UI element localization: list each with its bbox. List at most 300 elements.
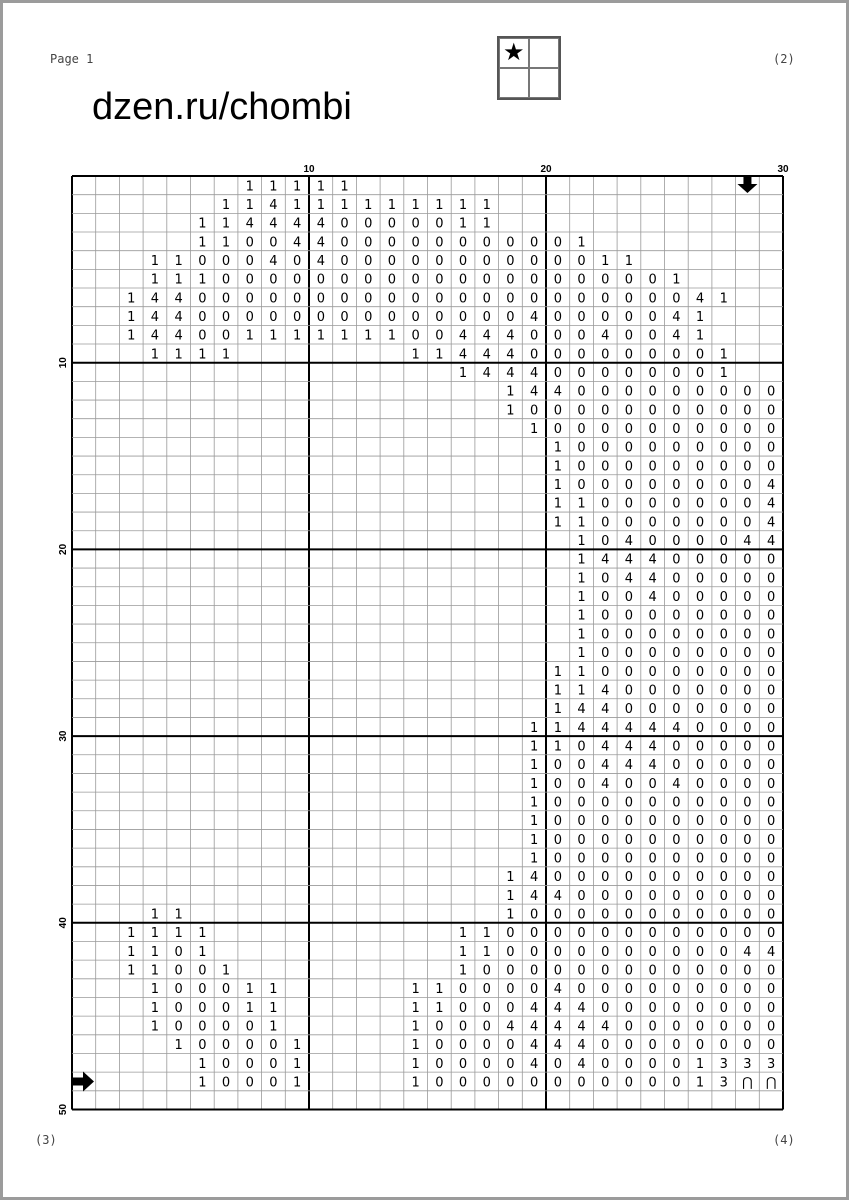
stitch-symbol: 0 xyxy=(767,646,776,662)
stitch-symbol: 0 xyxy=(695,1019,705,1035)
stitch-symbol: 1 xyxy=(127,944,136,960)
stitch-symbol: 0 xyxy=(553,926,562,942)
stitch-symbol: 0 xyxy=(577,478,586,494)
stitch-symbol: 0 xyxy=(624,776,634,792)
stitch-symbol: 0 xyxy=(695,1038,705,1054)
stitch-symbol: 0 xyxy=(648,422,657,438)
stitch-symbol: 0 xyxy=(553,944,562,960)
stitch-symbol: 0 xyxy=(577,328,586,344)
stitch-symbol: 0 xyxy=(695,1000,705,1016)
stitch-symbol: 1 xyxy=(435,198,444,214)
stitch-symbol: 0 xyxy=(648,683,657,699)
stitch-symbol: 0 xyxy=(624,590,634,606)
stitch-symbol: 0 xyxy=(719,832,728,848)
stitch-symbol: 0 xyxy=(719,926,728,942)
stitch-symbol: 1 xyxy=(577,571,586,587)
stitch-symbol: 0 xyxy=(458,1075,468,1091)
stitch-symbol: 1 xyxy=(577,515,586,531)
stitch-symbol: 0 xyxy=(530,1075,539,1091)
stitch-symbol: 1 xyxy=(269,179,278,195)
stitch-symbol: 0 xyxy=(767,851,776,867)
stitch-symbol: 0 xyxy=(767,440,776,456)
stitch-symbol: 1 xyxy=(577,646,586,662)
stitch-symbol: 4 xyxy=(269,254,278,270)
stitch-symbol: 4 xyxy=(767,534,776,550)
stitch-symbol: 0 xyxy=(601,814,610,830)
stitch-symbol: 1 xyxy=(245,982,254,998)
stitch-symbol: 0 xyxy=(577,384,586,400)
stitch-symbol: 0 xyxy=(530,907,539,923)
stitch-symbol: 0 xyxy=(601,590,610,606)
stitch-symbol: 0 xyxy=(624,627,634,643)
stitch-symbol: 1 xyxy=(601,254,610,270)
stitch-symbol: 0 xyxy=(648,888,657,904)
stitch-symbol: 0 xyxy=(624,907,634,923)
stitch-symbol: 0 xyxy=(767,963,776,979)
stitch-symbol: 0 xyxy=(530,403,539,419)
stitch-symbol: 0 xyxy=(601,1056,610,1072)
stitch-symbol: 0 xyxy=(648,1075,657,1091)
stitch-symbol: 0 xyxy=(530,291,539,307)
stitch-symbol: 0 xyxy=(411,272,420,288)
stitch-symbol: 4 xyxy=(245,216,254,232)
stitch-symbol: 4 xyxy=(624,758,634,774)
stitch-symbol: 0 xyxy=(767,571,776,587)
stitch-symbol: 1 xyxy=(198,926,207,942)
stitch-symbol: 0 xyxy=(577,926,586,942)
stitch-symbol: 0 xyxy=(648,1038,657,1054)
stitch-symbol: 0 xyxy=(601,1038,610,1054)
stitch-symbol: 1 xyxy=(719,347,728,363)
stitch-symbol: 0 xyxy=(695,776,705,792)
stitch-symbol: 0 xyxy=(719,963,728,979)
stitch-symbol: 0 xyxy=(601,944,610,960)
stitch-symbol: 1 xyxy=(577,683,586,699)
stitch-symbol: 0 xyxy=(506,272,515,288)
stitch-symbol: 0 xyxy=(672,459,681,475)
stitch-symbol: 0 xyxy=(743,459,752,475)
stitch-symbol: 0 xyxy=(648,1019,657,1035)
stitch-symbol: 1 xyxy=(150,926,160,942)
stitch-symbol: 0 xyxy=(245,254,254,270)
stitch-symbol: 0 xyxy=(672,1056,681,1072)
stitch-symbol: 1 xyxy=(577,552,586,568)
stitch-symbol: 0 xyxy=(695,571,705,587)
stitch-symbol: 0 xyxy=(767,720,776,736)
stitch-symbol: 4 xyxy=(624,739,634,755)
stitch-symbol: 0 xyxy=(269,272,278,288)
stitch-symbol: 0 xyxy=(577,272,586,288)
stitch-symbol: 4 xyxy=(624,534,634,550)
stitch-symbol: 0 xyxy=(743,776,752,792)
stitch-symbol: 0 xyxy=(530,963,539,979)
stitch-symbol: 4 xyxy=(672,720,681,736)
stitch-symbol: 0 xyxy=(601,982,610,998)
stitch-symbol: 0 xyxy=(743,1019,752,1035)
stitch-symbol: 0 xyxy=(624,944,634,960)
stitch-symbol: 0 xyxy=(601,870,610,886)
stitch-symbol: 0 xyxy=(506,1038,515,1054)
stitch-symbol: 0 xyxy=(601,310,610,326)
stitch-symbol: 1 xyxy=(506,907,515,923)
stitch-symbol: 0 xyxy=(648,926,657,942)
stitch-symbol: 0 xyxy=(316,310,325,326)
stitch-symbol: 0 xyxy=(719,515,728,531)
stitch-symbol: 0 xyxy=(553,795,562,811)
site-title: dzen.ru/chombi xyxy=(92,86,352,128)
stitch-symbol: 1 xyxy=(530,720,539,736)
stitch-symbol: 0 xyxy=(221,1056,231,1072)
stitch-symbol: 4 xyxy=(530,1056,539,1072)
stitch-symbol: 0 xyxy=(411,216,420,232)
stitch-symbol: 1 xyxy=(672,272,681,288)
stitch-symbol: 0 xyxy=(458,1038,468,1054)
stitch-symbol: 0 xyxy=(553,235,562,251)
stitch-symbol: 0 xyxy=(767,888,776,904)
stitch-symbol: 0 xyxy=(601,664,610,680)
stitch-symbol: 1 xyxy=(553,515,562,531)
stitch-symbol: 1 xyxy=(174,907,183,923)
stitch-symbol: 0 xyxy=(601,347,610,363)
stitch-symbol: 1 xyxy=(269,1019,278,1035)
stitch-symbol: 0 xyxy=(553,870,562,886)
stitch-symbol: 0 xyxy=(577,758,586,774)
stitch-symbol: 1 xyxy=(577,534,586,550)
stitch-symbol: 0 xyxy=(221,1019,231,1035)
stitch-symbol: 1 xyxy=(174,926,183,942)
stitch-symbol: 0 xyxy=(648,907,657,923)
stitch-symbol: 0 xyxy=(624,1056,634,1072)
stitch-symbol: 4 xyxy=(174,310,183,326)
stitch-symbol: 4 xyxy=(577,1056,586,1072)
stitch-symbol: 0 xyxy=(767,982,776,998)
stitch-symbol: 0 xyxy=(458,272,468,288)
stitch-symbol: 0 xyxy=(601,646,610,662)
stitch-symbol: 0 xyxy=(601,888,610,904)
stitch-symbol: 4 xyxy=(530,1019,539,1035)
stitch-symbol: 0 xyxy=(743,963,752,979)
stitch-symbol: 4 xyxy=(553,888,562,904)
stitch-symbol: 0 xyxy=(340,254,349,270)
stitch-symbol: 4 xyxy=(577,1000,586,1016)
stitch-symbol: 0 xyxy=(672,422,681,438)
stitch-symbol: 1 xyxy=(411,1056,420,1072)
stitch-symbol: 3 xyxy=(743,1056,752,1072)
stitch-symbol: 1 xyxy=(198,1075,207,1091)
stitch-symbol: 4 xyxy=(506,366,515,382)
stitch-symbol: 1 xyxy=(577,235,586,251)
stitch-symbol: 0 xyxy=(340,235,349,251)
stitch-symbol: 0 xyxy=(719,590,728,606)
stitch-symbol: 0 xyxy=(743,496,752,512)
stitch-symbol: 0 xyxy=(601,478,610,494)
stitch-symbol: 0 xyxy=(221,272,231,288)
stitch-symbol: 0 xyxy=(506,926,515,942)
stitch-symbol: 0 xyxy=(530,347,539,363)
stitch-symbol: 1 xyxy=(435,982,444,998)
stitch-symbol: 0 xyxy=(245,291,254,307)
stitch-symbol: 0 xyxy=(672,1075,681,1091)
stitch-symbol: 1 xyxy=(293,179,302,195)
stitch-symbol: 1 xyxy=(458,216,468,232)
stitch-symbol: 1 xyxy=(150,1019,160,1035)
stitch-symbol: 0 xyxy=(695,552,705,568)
stitch-symbol: 4 xyxy=(743,534,752,550)
stitch-symbol: 0 xyxy=(221,310,231,326)
stitch-symbol: 0 xyxy=(672,440,681,456)
stitch-symbol: 0 xyxy=(672,1038,681,1054)
stitch-symbol: 0 xyxy=(482,1038,491,1054)
stitch-symbol: 0 xyxy=(482,291,491,307)
stitch-symbol: 0 xyxy=(553,758,562,774)
stitch-symbol: 4 xyxy=(601,552,610,568)
stitch-symbol: 0 xyxy=(648,291,657,307)
stitch-symbol: 0 xyxy=(506,310,515,326)
stitch-symbol: 0 xyxy=(340,272,349,288)
stitch-symbol: 0 xyxy=(506,254,515,270)
stitch-symbol: 0 xyxy=(624,926,634,942)
stitch-symbol: 1 xyxy=(553,720,562,736)
stitch-symbol: 0 xyxy=(577,310,586,326)
stitch-symbol: 1 xyxy=(150,963,160,979)
stitch-symbol: 0 xyxy=(340,291,349,307)
row-label: 10 xyxy=(58,357,69,369)
stitch-symbol: 0 xyxy=(269,235,278,251)
stitch-symbol: 4 xyxy=(530,366,539,382)
stitch-symbol: 4 xyxy=(601,739,610,755)
stitch-symbol: 0 xyxy=(174,963,183,979)
stitch-symbol: 0 xyxy=(743,646,752,662)
stitch-symbol: 0 xyxy=(387,291,397,307)
stitch-symbol: 1 xyxy=(174,1038,183,1054)
stitch-symbol: 0 xyxy=(767,758,776,774)
stitch-symbol: 4 xyxy=(767,944,776,960)
stitch-symbol: 0 xyxy=(719,683,728,699)
stitch-symbol: 0 xyxy=(458,235,468,251)
stitch-symbol: 1 xyxy=(245,198,254,214)
stitch-symbol: 0 xyxy=(482,254,491,270)
stitch-symbol: 1 xyxy=(198,216,207,232)
stitch-symbol: 0 xyxy=(482,310,491,326)
stitch-symbol: 0 xyxy=(269,1056,278,1072)
stitch-symbol: 0 xyxy=(435,1056,444,1072)
stitch-symbol: ⋂ xyxy=(765,1075,777,1091)
stitch-symbol: 1 xyxy=(577,627,586,643)
stitch-symbol: 0 xyxy=(435,235,444,251)
stitch-symbol: 0 xyxy=(601,272,610,288)
stitch-symbol: 0 xyxy=(767,832,776,848)
stitch-symbol: 1 xyxy=(411,982,420,998)
stitch-symbol: 0 xyxy=(387,310,397,326)
stitch-symbol: 0 xyxy=(695,590,705,606)
stitch-symbol: 0 xyxy=(624,702,634,718)
stitch-symbol: 0 xyxy=(553,1075,562,1091)
stitch-symbol: 0 xyxy=(695,702,705,718)
stitch-symbol: 0 xyxy=(269,291,278,307)
stitch-symbol: 0 xyxy=(198,963,207,979)
stitch-symbol: 1 xyxy=(316,328,325,344)
stitch-symbol: 0 xyxy=(695,478,705,494)
stitch-symbol: 0 xyxy=(743,851,752,867)
stitch-symbol: 0 xyxy=(198,1000,207,1016)
stitch-symbol: 0 xyxy=(530,272,539,288)
stitch-symbol: 0 xyxy=(672,1000,681,1016)
stitch-symbol: 4 xyxy=(316,254,325,270)
stitch-symbol: 4 xyxy=(482,366,491,382)
stitch-symbol: 0 xyxy=(648,366,657,382)
stitch-symbol: 1 xyxy=(245,1000,254,1016)
stitch-symbol: 0 xyxy=(695,608,705,624)
stitch-symbol: 0 xyxy=(624,403,634,419)
stitch-symbol: 0 xyxy=(743,384,752,400)
stitch-symbol: 0 xyxy=(648,440,657,456)
stitch-symbol: 4 xyxy=(672,328,681,344)
stitch-symbol: 4 xyxy=(601,720,610,736)
stitch-symbol: 0 xyxy=(695,440,705,456)
stitch-symbol: 1 xyxy=(458,926,468,942)
stitch-symbol: 0 xyxy=(719,776,728,792)
stitch-symbol: 0 xyxy=(530,235,539,251)
stitch-symbol: 0 xyxy=(482,1075,491,1091)
stitch-symbol: 0 xyxy=(506,235,515,251)
stitch-symbol: 0 xyxy=(601,440,610,456)
stitch-symbol: 0 xyxy=(743,739,752,755)
stitch-symbol: 0 xyxy=(577,851,586,867)
stitch-symbol: 4 xyxy=(150,291,160,307)
stitch-symbol: 0 xyxy=(672,944,681,960)
stitch-symbol: 0 xyxy=(601,384,610,400)
stitch-symbol: 1 xyxy=(316,179,325,195)
stitch-symbol: 0 xyxy=(553,328,562,344)
stitch-symbol: 0 xyxy=(695,832,705,848)
stitch-symbol: 0 xyxy=(577,459,586,475)
stitch-symbol: 1 xyxy=(553,478,562,494)
stitch-symbol: 0 xyxy=(648,776,657,792)
stitch-symbol: 0 xyxy=(743,683,752,699)
stitch-symbol: 1 xyxy=(553,739,562,755)
stitch-symbol: 0 xyxy=(695,888,705,904)
stitch-symbol: 0 xyxy=(672,888,681,904)
stitch-symbol: 0 xyxy=(553,347,562,363)
stitch-symbol: 1 xyxy=(198,347,207,363)
stitch-symbol: 0 xyxy=(695,851,705,867)
stitch-symbol: 0 xyxy=(648,310,657,326)
stitch-symbol: 0 xyxy=(601,571,610,587)
stitch-symbol: 0 xyxy=(577,870,586,886)
stitch-symbol: 1 xyxy=(293,1075,302,1091)
stitch-symbol: 0 xyxy=(293,254,302,270)
stitch-symbol: 4 xyxy=(601,702,610,718)
stitch-symbol: 0 xyxy=(648,478,657,494)
stitch-symbol: 0 xyxy=(648,496,657,512)
stitch-symbol: 0 xyxy=(364,310,373,326)
stitch-symbol: 0 xyxy=(695,814,705,830)
stitch-symbol: 1 xyxy=(174,254,183,270)
stitch-symbol: 0 xyxy=(577,366,586,382)
stitch-symbol: 0 xyxy=(221,291,231,307)
stitch-symbol: 0 xyxy=(624,664,634,680)
stitch-symbol: 1 xyxy=(198,235,207,251)
stitch-symbol: 0 xyxy=(719,384,728,400)
stitch-symbol: 0 xyxy=(530,254,539,270)
stitch-symbol: 0 xyxy=(743,571,752,587)
stitch-symbol: 0 xyxy=(767,814,776,830)
stitch-symbol: 1 xyxy=(553,440,562,456)
stitch-symbol: 1 xyxy=(553,683,562,699)
stitch-symbol: 0 xyxy=(553,272,562,288)
stitch-symbol: 0 xyxy=(695,422,705,438)
stitch-symbol: 1 xyxy=(293,1056,302,1072)
stitch-symbol: 0 xyxy=(553,851,562,867)
stitch-symbol: 0 xyxy=(245,235,254,251)
stitch-symbol: 4 xyxy=(506,347,515,363)
stitch-symbol: 0 xyxy=(648,272,657,288)
stitch-symbol: 1 xyxy=(198,272,207,288)
stitch-symbol: 1 xyxy=(364,328,373,344)
stitch-symbol: 0 xyxy=(695,963,705,979)
stitch-symbol: 0 xyxy=(719,440,728,456)
stitch-symbol: 0 xyxy=(624,832,634,848)
stitch-symbol: 1 xyxy=(150,982,160,998)
stitch-symbol: 0 xyxy=(624,1075,634,1091)
stitch-symbol: 0 xyxy=(672,534,681,550)
stitch-symbol: 0 xyxy=(221,1000,231,1016)
stitch-symbol: 0 xyxy=(719,795,728,811)
stitch-symbol: 4 xyxy=(316,235,325,251)
stitch-symbol: 4 xyxy=(150,328,160,344)
stitch-symbol: 4 xyxy=(482,347,491,363)
stitch-symbol: 0 xyxy=(648,608,657,624)
stitch-symbol: 0 xyxy=(672,627,681,643)
stitch-symbol: 0 xyxy=(458,310,468,326)
stitch-symbol: 0 xyxy=(506,982,515,998)
stitch-symbol: 1 xyxy=(174,347,183,363)
stitch-symbol: 0 xyxy=(601,515,610,531)
stitch-symbol: 0 xyxy=(695,646,705,662)
stitch-symbol: 0 xyxy=(316,272,325,288)
stitch-symbol: 0 xyxy=(648,1000,657,1016)
stitch-symbol: 0 xyxy=(743,515,752,531)
stitch-symbol: 0 xyxy=(672,552,681,568)
stitch-symbol: 4 xyxy=(648,739,657,755)
stitch-symbol: 1 xyxy=(150,944,160,960)
stitch-symbol: 0 xyxy=(672,646,681,662)
stitch-symbol: 0 xyxy=(719,478,728,494)
stitch-symbol: 0 xyxy=(695,627,705,643)
stitch-symbol: 0 xyxy=(767,384,776,400)
stitch-symbol: 0 xyxy=(506,1000,515,1016)
stitch-symbol: 0 xyxy=(530,328,539,344)
stitch-symbol: 1 xyxy=(553,702,562,718)
stitch-symbol: 0 xyxy=(719,907,728,923)
stitch-symbol: 1 xyxy=(387,328,397,344)
stitch-symbol: 0 xyxy=(743,795,752,811)
row-label: 20 xyxy=(58,543,69,555)
stitch-symbol: 0 xyxy=(672,1019,681,1035)
stitch-symbol: 0 xyxy=(743,814,752,830)
stitch-symbol: 1 xyxy=(293,328,302,344)
stitch-symbol: 0 xyxy=(767,459,776,475)
stitch-symbol: 0 xyxy=(198,291,207,307)
stitch-symbol: 0 xyxy=(719,1000,728,1016)
stitch-symbol: 4 xyxy=(482,328,491,344)
stitch-symbol: 0 xyxy=(695,515,705,531)
stitch-symbol: 0 xyxy=(695,496,705,512)
stitch-symbol: 4 xyxy=(624,720,634,736)
column-label: 20 xyxy=(540,164,552,175)
stitch-symbol: 0 xyxy=(458,982,468,998)
stitch-symbol: 0 xyxy=(719,702,728,718)
